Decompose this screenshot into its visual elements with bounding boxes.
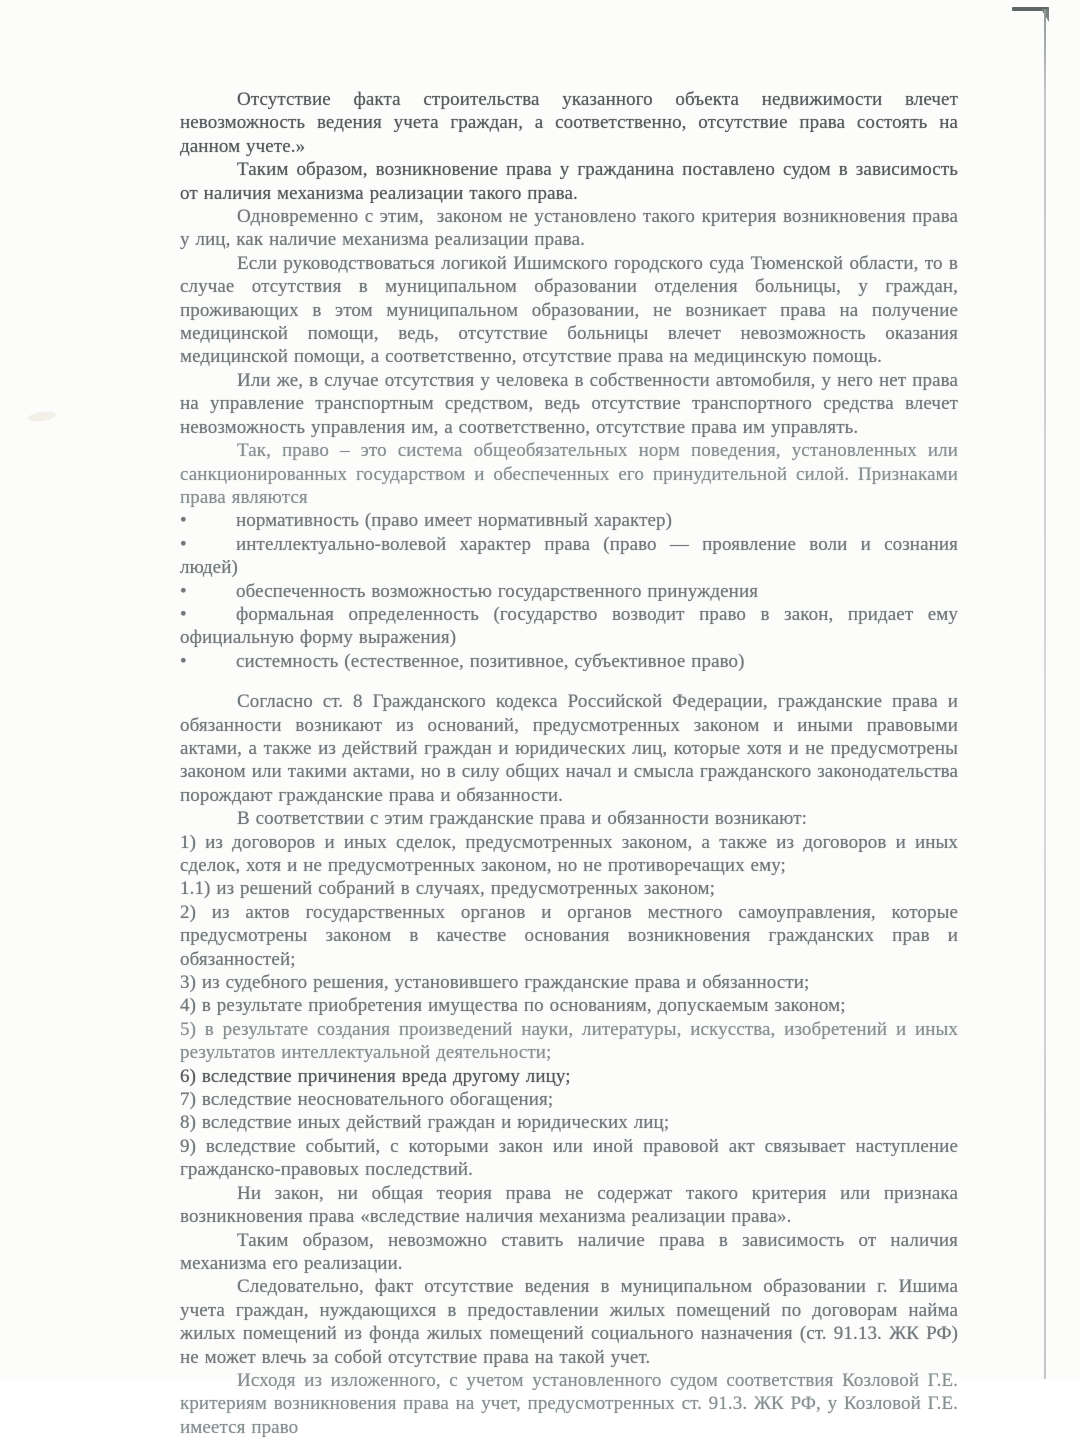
bullet-icon: •	[180, 603, 187, 625]
paragraph: Исходя из изложенного, с учетом установленного судом соответствия Козловой Г.Е. критериям возникновения права на учет, предусмотренных ст. 91.3. ЖК РФ, у Козловой Г.Е. имеется право	[180, 1369, 958, 1438]
bullet-item	[180, 603, 958, 650]
paragraph: Таким образом, возникновение права у гражданина поставлено судом в зависимость от наличия механизма реализации такого права.	[180, 159, 958, 204]
paragraph: Отсутствие факта строительства указанного объекта недвижимости влечет невозможность ведения учета граждан, а соответственно, отсутствие права состоять на данном учете.»	[180, 89, 958, 157]
paragraph: Ни закон, ни общая теория права не содержат такого критерия или признака возникновения права «вследствие наличия механизма реализации права».	[180, 1182, 958, 1228]
list-item: 4) в результате приобретения имущества по основаниям, допускаемым законом;	[180, 995, 846, 1017]
bullet-icon: •	[180, 580, 187, 602]
bullet-icon: •	[180, 510, 187, 532]
paragraph: Если руководствоваться логикой Ишимского городского суда Тюменской области, то в случае отсутствия в муниципальном образовании отделения больницы, у граждан, проживающих в этом муниципальном образовании, не возникает права на получение медицинской помощи, ведь, отсутствие больницы влечет невозможность оказания медицинской помощи, а соответственно, отсутствие права на медицинскую помощь.	[180, 252, 958, 368]
page-edge-line	[1044, 10, 1046, 1379]
paragraph: Согласно ст. 8 Гражданского кодекса Российской Федерации, гражданские права и обязанности возникают из оснований, предусмотренных законом и иными правовыми актами, а также из действий граждан и юридических лиц, которые хотя и не предусмотрены законом или такими актами, но в силу общих начал и смысла гражданского законодательства порождают гражданские права и обязанности.	[180, 691, 958, 806]
list-item: 5) в результате создания произведений науки, литературы, искусства, изобретений и иных результатов интеллектуальной деятельности;	[180, 1018, 958, 1064]
paragraph: В соответствии с этим гражданские права и обязанности возникают:	[237, 808, 807, 830]
list-item: 9) вследствие событий, с которыми закон или иной правовой акт связывает наступление гражданско-правовых последствий.	[180, 1135, 958, 1181]
scan-smudge	[28, 410, 57, 423]
list-item: 7) вследствие неосновательного обогащения;	[180, 1089, 554, 1111]
bullet-item	[180, 580, 958, 603]
paragraph: Одновременно с этим, законом не установлено такого критерия возникновения права у лиц, как наличие механизма реализации права.	[180, 206, 958, 251]
list-item: 1.1) из решений собраний в случаях, предусмотренных законом;	[180, 878, 716, 900]
bullet-text: системность (естественное, позитивное, субъективное право)	[236, 650, 745, 672]
bullet-item	[180, 533, 958, 580]
paragraph: Так, право – это система общеобязательных норм поведения, установленных или санкционированных государством и обеспеченных его принудительной силой. Признаками права являются	[180, 440, 958, 508]
bullet-text: нормативность (право имеет нормативный характер)	[236, 510, 673, 532]
paragraph: Следовательно, факт отсутствие ведения в муниципальном образовании г. Ишима учета граждан, нуждающихся в предоставлении жилых помещений по договорам найма жилых помещений из фонда жилых помещений социального назначения (ст. 91.13. ЖК РФ) не может влечь за собой отсутствие права на такой учет.	[180, 1276, 958, 1368]
list-item: 1) из договоров и иных сделок, предусмотренных законом, а также из договоров и иных сделок, хотя и не предусмотренных законом, но не противоречащих ему;	[180, 831, 958, 876]
bullet-text: обеспеченность возможностью государственного принуждения	[236, 580, 759, 602]
paragraph: Таким образом, невозможно ставить наличие права в зависимость от наличия механизма его реализации.	[180, 1229, 958, 1274]
list-item: 2) из актов государственных органов и органов местного самоуправления, которые предусмотрены законом в качестве основания возникновения гражданских прав и обязанностей;	[180, 901, 958, 970]
list-item: 6) вследствие причинения вреда другому лицу;	[180, 1065, 571, 1087]
list-item: 8) вследствие иных действий граждан и юридических лиц;	[180, 1112, 670, 1134]
list-item: 3) из судебного решения, установившего гражданские права и обязанности;	[180, 972, 810, 994]
bullet-text: интеллектуально-волевой характер права (право — проявление воли и сознания людей)	[180, 533, 958, 579]
bullet-text: формальная определенность (государство возводит право в закон, придает ему официальную форму выражения)	[180, 603, 958, 649]
bullet-icon: •	[180, 650, 187, 672]
bullet-icon: •	[180, 533, 187, 555]
bullet-item	[180, 509, 958, 532]
bullet-item	[180, 650, 958, 673]
document-body	[180, 88, 958, 1439]
paragraph: Или же, в случае отсутствия у человека в собственности автомобиля, у него нет права на управление транспортным средством, ведь отсутствие транспортного средства влечет невозможность управления им, а соответственно, отсутствие права им управлять.	[180, 369, 958, 438]
